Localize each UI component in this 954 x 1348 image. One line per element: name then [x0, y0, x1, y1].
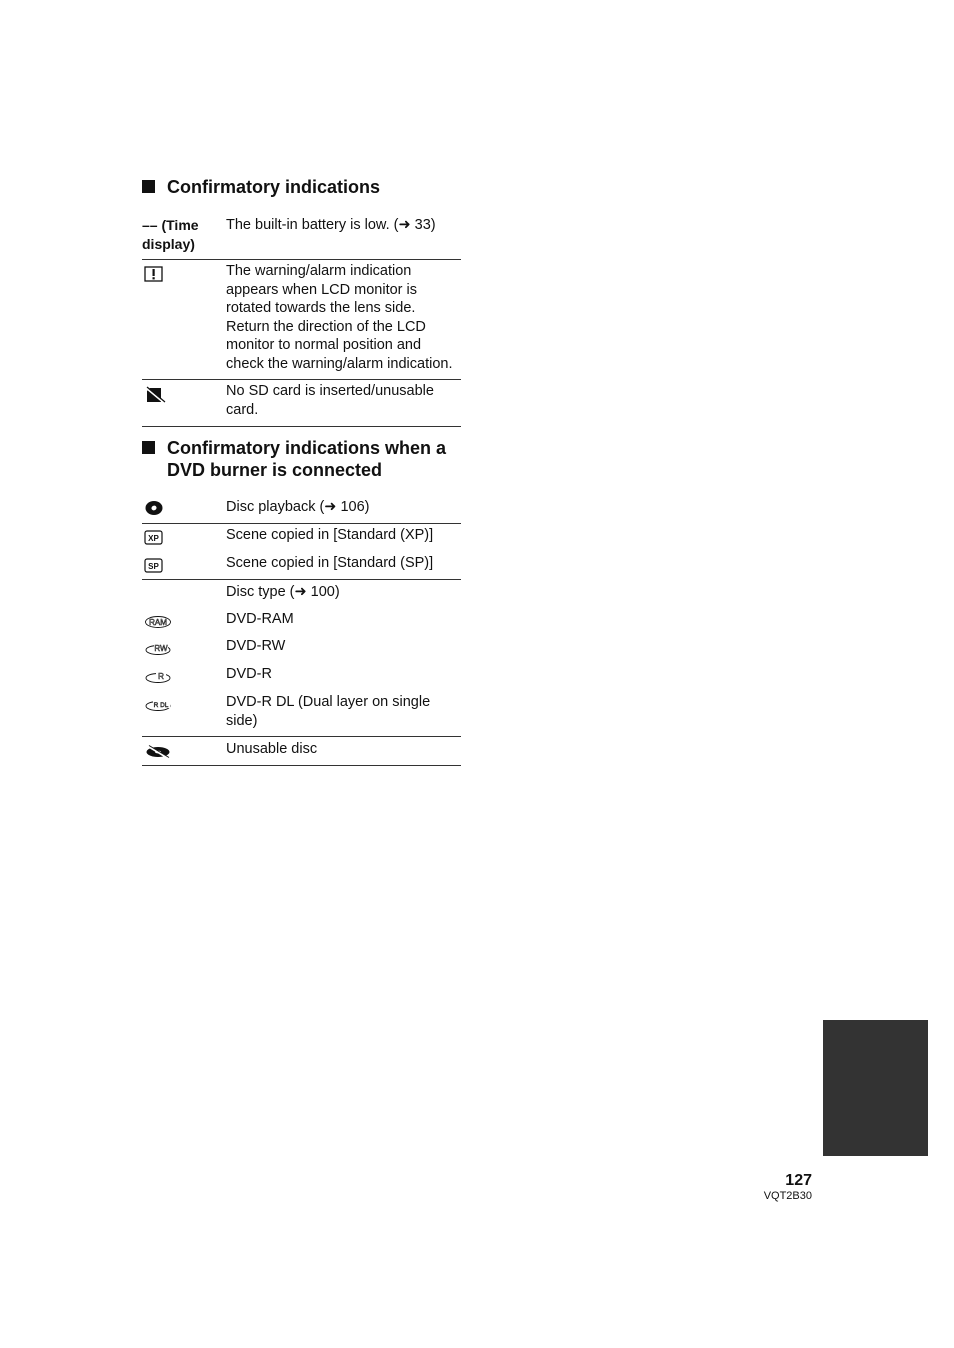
table-row [142, 580, 461, 608]
table-row [142, 380, 461, 427]
row-text: Disc playback (➜ 106) [226, 499, 370, 515]
section-heading-confirmatory [142, 176, 472, 198]
table-row [142, 608, 461, 635]
document-code: VQT2B30 [763, 1190, 812, 1202]
table-row [142, 216, 461, 260]
square-bullet-icon [142, 441, 155, 454]
svg-text:R: R [158, 672, 164, 681]
table-row [142, 691, 461, 737]
table-row [142, 260, 461, 380]
dvd-burner-table [142, 498, 461, 766]
dvd-rw-icon [144, 642, 172, 656]
row-text: DVD-RW [226, 638, 286, 654]
dvd-r-icon [144, 670, 172, 684]
row-text: DVD-RAM [226, 611, 294, 627]
sp-icon [144, 558, 164, 573]
table-row [142, 635, 461, 663]
row-text: The built-in battery is low. (➜ 33) [226, 217, 436, 233]
svg-text:SP: SP [148, 562, 159, 571]
dvd-r-dl-icon [144, 698, 172, 712]
section-heading-dvd-burner [142, 437, 472, 481]
svg-text:XP: XP [148, 534, 159, 543]
row-text: Scene copied in [Standard (SP)] [226, 555, 434, 571]
row-text: No SD card is inserted/unusable card. [226, 383, 434, 418]
row-text: Scene copied in [Standard (XP)] [226, 527, 434, 543]
no-sd-card-icon [144, 386, 166, 404]
row-text: DVD-R [226, 666, 272, 682]
row-text: The warning/alarm indication appears when LCD monitor is rotated towards the lens side. Return the direction of the LCD monitor to normal position and check the warning/alarm indication. [226, 263, 453, 372]
disc-playback-icon [144, 500, 164, 516]
dvd-ram-icon [144, 615, 172, 629]
row-text: DVD-R DL (Dual layer on single side) [226, 694, 431, 729]
row-text: Unusable disc [226, 741, 318, 757]
page-number: 127 [785, 1172, 812, 1189]
table-row [142, 552, 461, 580]
section-tab-block [823, 1020, 928, 1156]
svg-text:R DL: R DL [153, 702, 169, 709]
svg-text:RAM: RAM [149, 618, 167, 627]
square-bullet-icon [142, 180, 155, 193]
confirmatory-table [142, 216, 461, 427]
heading-text: Confirmatory indications [167, 177, 381, 197]
table-row [142, 737, 461, 766]
unusable-disc-icon [144, 745, 172, 759]
xp-icon [144, 530, 164, 545]
time-display-label: –– (Time display) [142, 217, 199, 252]
row-text: Disc type (➜ 100) [226, 584, 340, 600]
heading-text: Confirmatory indications when a DVD burner is connected [167, 438, 447, 480]
table-row [142, 663, 461, 691]
table-row [142, 498, 461, 524]
svg-text:RW: RW [154, 644, 168, 653]
table-row [142, 524, 461, 552]
warning-alarm-icon [144, 266, 164, 282]
